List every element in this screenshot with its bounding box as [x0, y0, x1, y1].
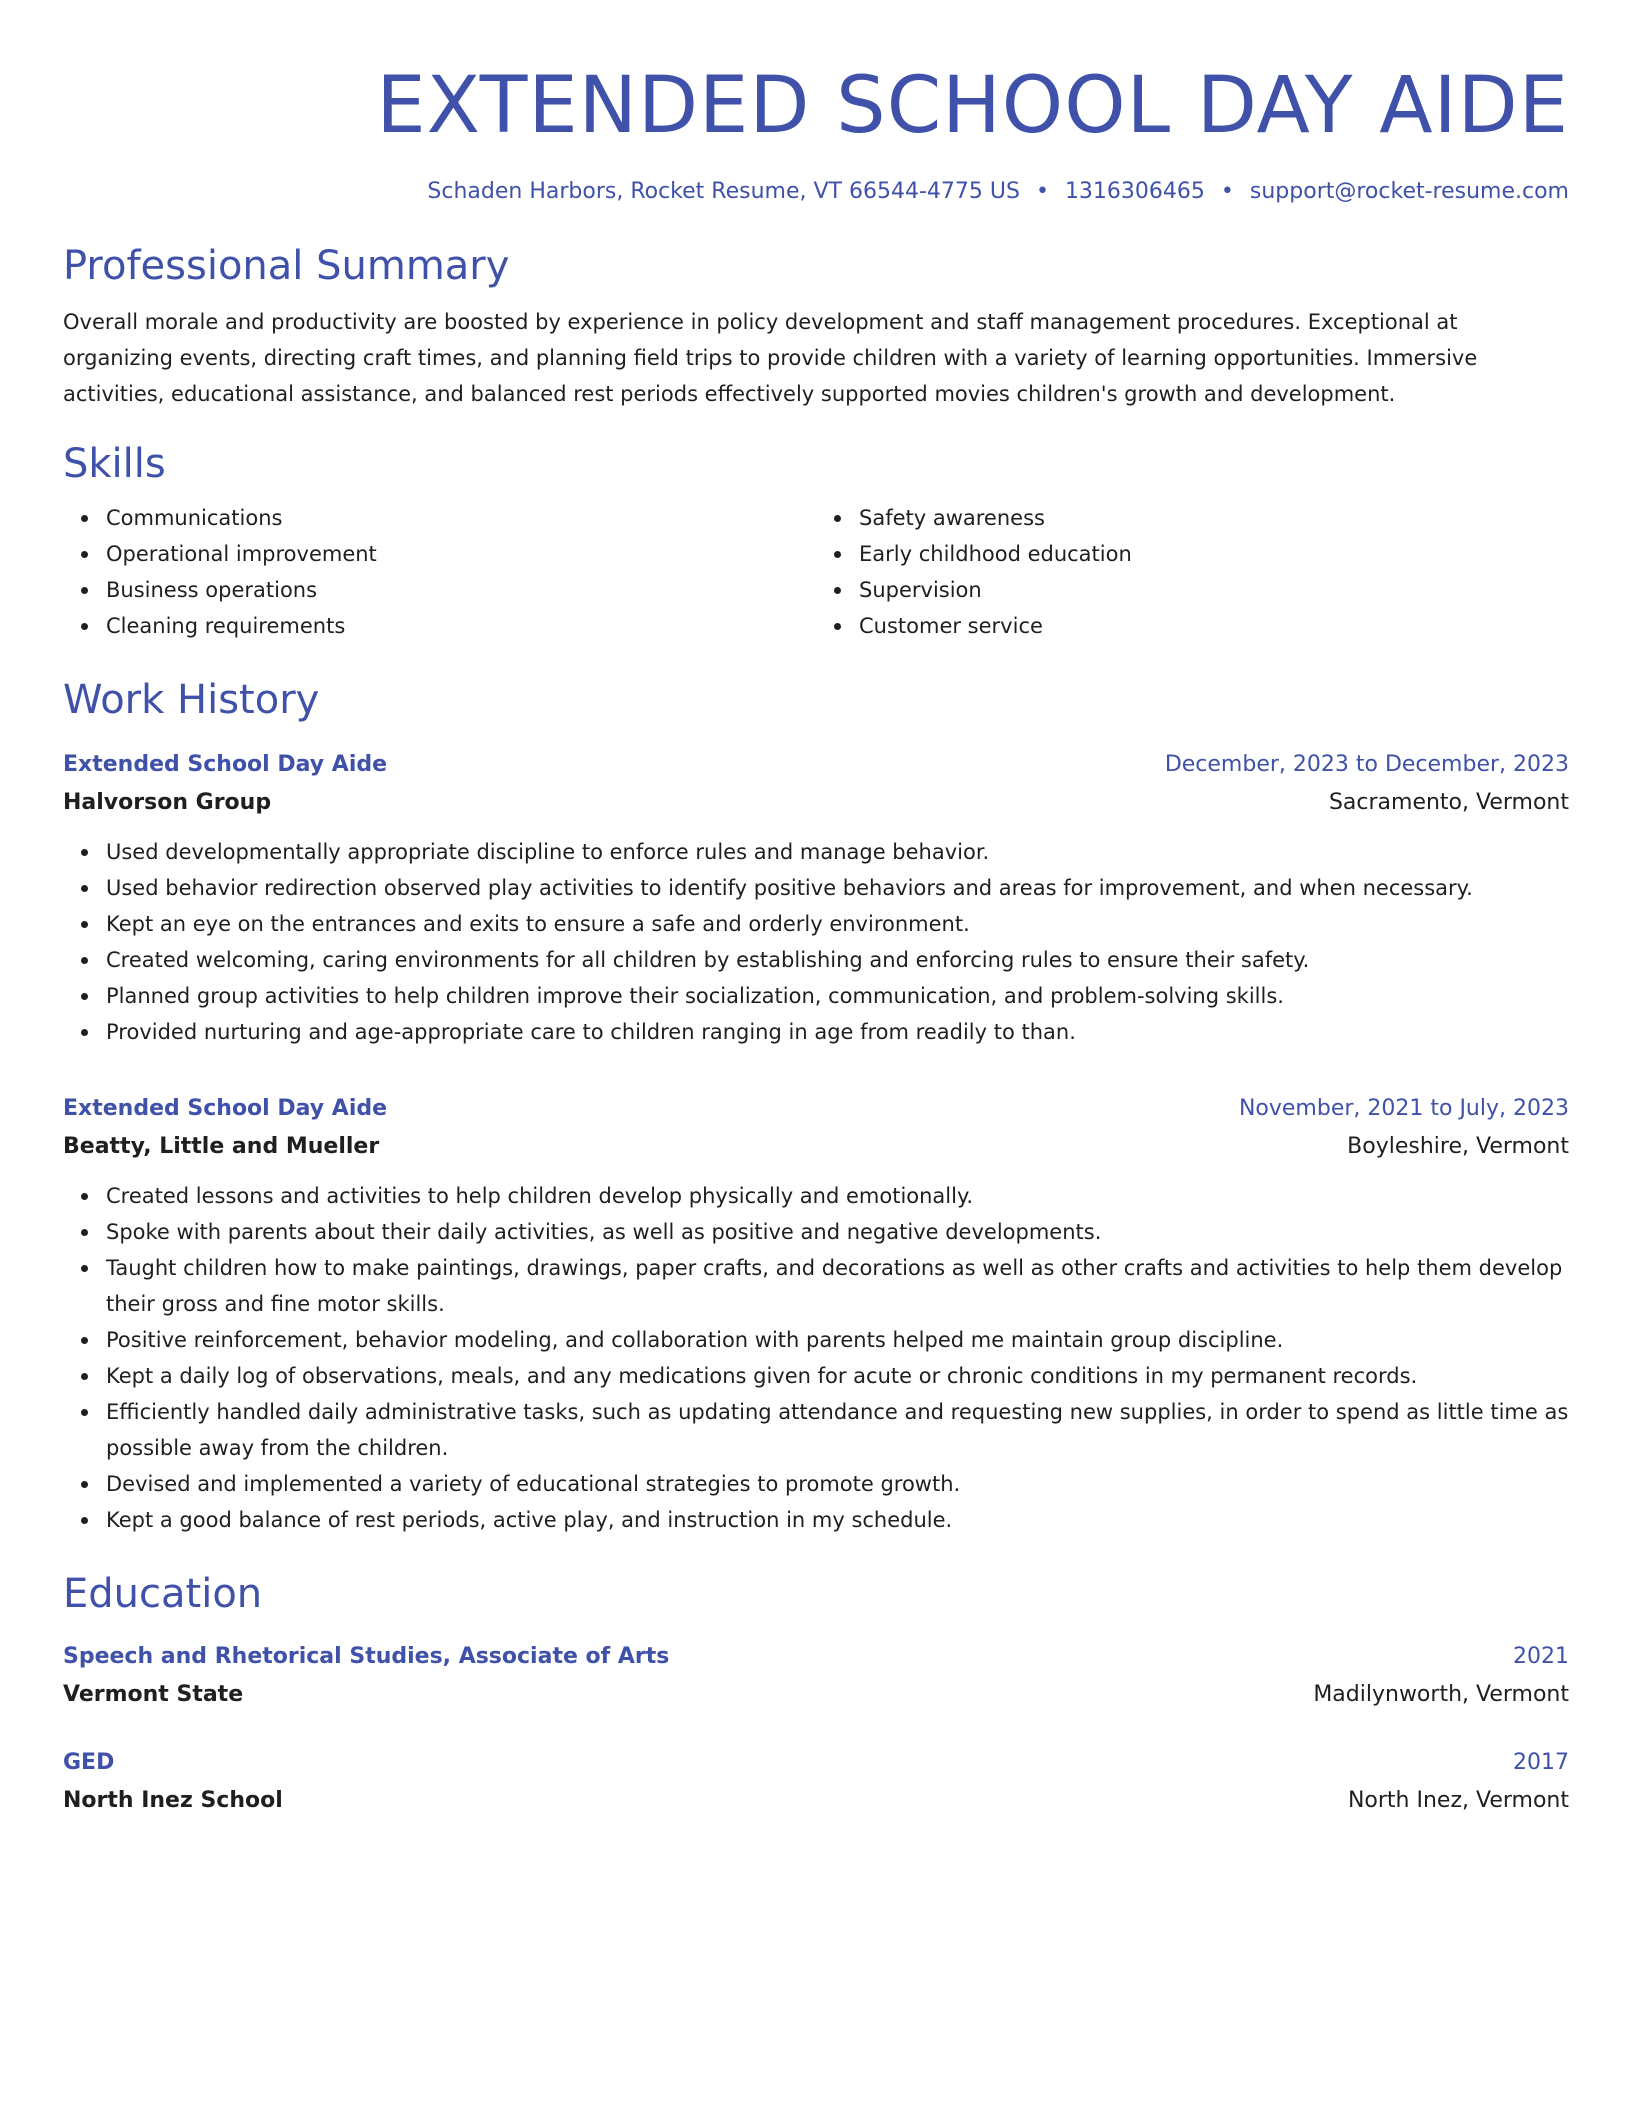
job-bullet: Spoke with parents about their daily activities, as well as positive and negative developments. — [106, 1214, 1569, 1250]
education-header-row — [63, 1638, 1569, 1676]
education-header-row — [63, 1744, 1569, 1782]
job-bullet: Used developmentally appropriate discipline to enforce rules and manage behavior. — [106, 834, 1569, 870]
skill-item: Customer service — [859, 608, 1569, 644]
contact-email: support@rocket-resume.com — [1249, 179, 1569, 204]
job-bullet: Taught children how to make paintings, drawings, paper crafts, and decorations as well as other crafts and activities to help them develop their gross and fine motor skills. — [106, 1250, 1569, 1322]
skill-item: Early childhood education — [859, 536, 1569, 572]
job-dates: December, 2023 to December, 2023 — [1164, 752, 1569, 777]
education-entry — [63, 1744, 1569, 1820]
skill-item: Communications — [106, 500, 816, 536]
skills-list-right — [816, 500, 1569, 644]
skill-item: Safety awareness — [859, 500, 1569, 536]
contact-phone: 1316306465 — [1064, 179, 1205, 204]
job-bullet: Provided nurturing and age-appropriate care to children ranging in age from readily to than. — [106, 1014, 1569, 1050]
job-entry — [63, 1090, 1569, 1538]
summary-text: Overall morale and productivity are boosted by experience in policy development and staff management procedures. Exceptional at organizing events, directing craft times, and planning field trips to provide children with a variety of learning opportunities. Immersive activities, educational assistance, and balanced rest periods effectively supported movies children's growth and development. — [63, 310, 1478, 406]
job-title: Extended School Day Aide — [63, 1096, 388, 1121]
work-history-heading: Work History — [63, 677, 320, 723]
resume-header — [63, 58, 1569, 206]
job-header-row — [63, 746, 1569, 784]
job-bullet: Devised and implemented a variety of educational strategies to promote growth. — [106, 1466, 1569, 1502]
education-year: 2017 — [1513, 1750, 1569, 1775]
job-bullet: Positive reinforcement, behavior modeling, and collaboration with parents helped me maintain group discipline. — [106, 1322, 1569, 1358]
job-company: Beatty, Little and Mueller — [63, 1134, 380, 1159]
candidate-name: EXTENDED SCHOOL DAY AIDE — [376, 61, 1569, 151]
education-degree: Speech and Rhetorical Studies, Associate of Arts — [63, 1644, 670, 1669]
job-bullet: Used behavior redirection observed play activities to identify positive behaviors and areas for improvement, and when necessary. — [106, 870, 1569, 906]
summary-heading: Professional Summary — [63, 243, 510, 289]
job-header-row — [63, 1090, 1569, 1128]
contact-separator: • — [1035, 179, 1049, 204]
job-bullet: Kept a good balance of rest periods, active play, and instruction in my schedule. — [106, 1502, 1569, 1538]
job-bullet: Kept a daily log of observations, meals, and any medications given for acute or chronic conditions in my permanent records. — [106, 1358, 1569, 1394]
education-year: 2021 — [1513, 1644, 1569, 1669]
job-entry — [63, 746, 1569, 1050]
skills-list-left — [63, 500, 816, 644]
job-bullet: Efficiently handled daily administrative tasks, such as updating attendance and requesting new supplies, in order to spend as little time as possible away from the children. — [106, 1394, 1569, 1466]
job-bullet: Kept an eye on the entrances and exits to ensure a safe and orderly environment. — [106, 906, 1569, 942]
education-school: North Inez School — [63, 1788, 283, 1813]
education-location: North Inez, Vermont — [1347, 1788, 1569, 1813]
job-company-row — [63, 784, 1569, 822]
skill-item: Business operations — [106, 572, 816, 608]
skill-item: Operational improvement — [106, 536, 816, 572]
education-degree: GED — [63, 1750, 115, 1775]
contact-line — [63, 178, 1569, 206]
job-title: Extended School Day Aide — [63, 752, 388, 777]
job-dates: November, 2021 to July, 2023 — [1238, 1096, 1569, 1121]
education-school: Vermont State — [63, 1682, 244, 1707]
job-location: Sacramento, Vermont — [1328, 790, 1569, 815]
job-bullets — [63, 834, 1569, 1050]
education-heading: Education — [63, 1571, 263, 1617]
education-school-row — [63, 1676, 1569, 1714]
education-location: Madilynworth, Vermont — [1313, 1682, 1569, 1707]
skill-item: Supervision — [859, 572, 1569, 608]
job-bullet: Created lessons and activities to help children develop physically and emotionally. — [106, 1178, 1569, 1214]
skill-item: Cleaning requirements — [106, 608, 816, 644]
job-bullet: Planned group activities to help children improve their socialization, communication, and problem-solving skills. — [106, 978, 1569, 1014]
education-school-row — [63, 1782, 1569, 1820]
contact-address: Schaden Harbors, Rocket Resume, VT 66544-4775 US — [427, 179, 1020, 204]
job-bullets — [63, 1178, 1569, 1538]
job-company: Halvorson Group — [63, 790, 272, 815]
contact-separator: • — [1220, 179, 1234, 204]
job-company-row — [63, 1128, 1569, 1166]
education-entry — [63, 1638, 1569, 1714]
skills-heading: Skills — [63, 441, 166, 487]
job-location: Boyleshire, Vermont — [1347, 1134, 1569, 1159]
job-bullet: Created welcoming, caring environments for all children by establishing and enforcing rules to ensure their safety. — [106, 942, 1569, 978]
skills-grid — [63, 500, 1569, 644]
